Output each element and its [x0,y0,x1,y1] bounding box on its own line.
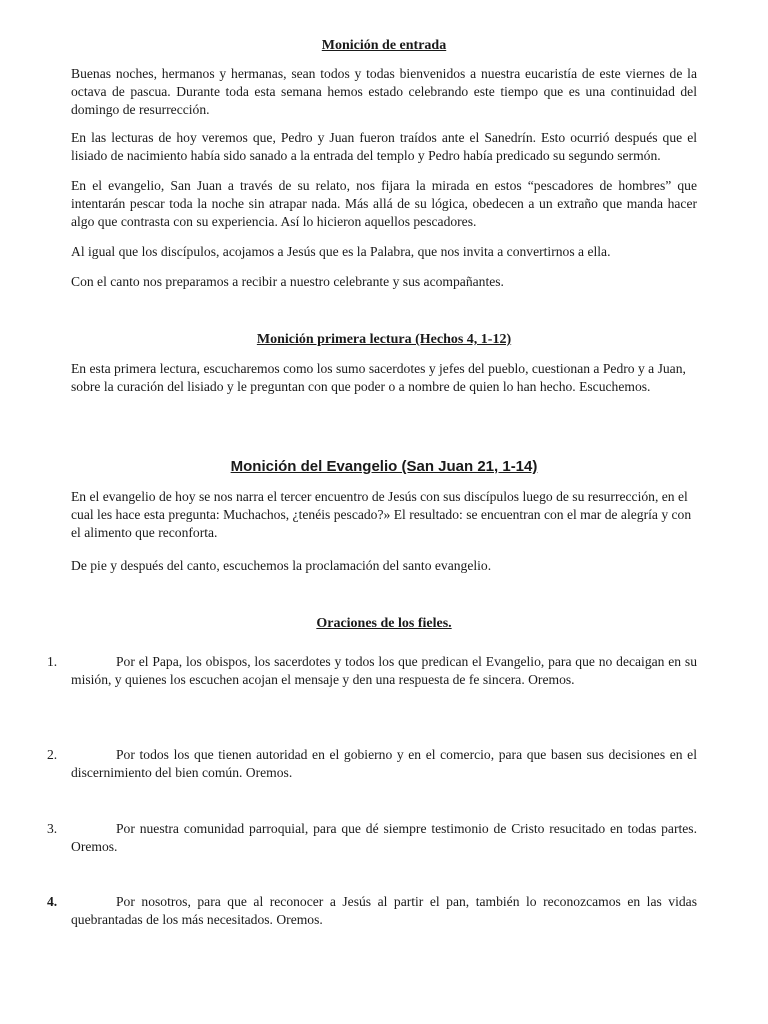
primera-lectura-title: Monición primera lectura (Hechos 4, 1-12) [256,332,512,347]
evangelio-paragraph-1: En el evangelio de hoy se nos narra el tercer encuentro de Jesús con sus discípulos luego de su resurrección, en el cual les hace esta pregunta: Muchachos, ¿tenéis pescado?» El resultado: se encuentran con el mar de alegría y con el alimento que reconforta. [71,489,692,540]
evangelio-paragraph-2: De pie y después del canto, escuchemos la proclamación del santo evangelio. [71,558,492,573]
evangelio-title: Monición del Evangelio (San Juan 21, 1-14) [230,458,538,475]
entrada-paragraph-3: En el evangelio, San Juan a través de su relato, nos fijara la mirada en estos “pescadores de hombres” que intentarán pescar toda la noche sin atrapar nada. Más allá de su lógica, obedecen a un extraño que manda hacer algo que contrasta con su experiencia. Así lo hicieron aquellos pescadores. [71,178,697,229]
oracion-4-number: 4. [47,894,58,909]
entrada-title: Monición de entrada [321,38,447,53]
oraciones-title: Oraciones de los fieles. [316,616,452,631]
oracion-1-text: Por el Papa, los obispos, los sacerdotes y todos los que predican el Evangelio, para que no decaigan en su misión, y quienes los escuchen acojan el mensaje y den una respuesta de fe sincera. Oremos. [71,654,697,687]
oracion-2-text: Por todos los que tienen autoridad en el gobierno y en el comercio, para que basen sus decisiones en el discernimiento del bien común. Oremos. [71,747,697,780]
entrada-paragraph-4: Al igual que los discípulos, acojamos a Jesús que es la Palabra, que nos invita a convertirnos a ella. [71,244,611,259]
oracion-2-number: 2. [47,747,58,762]
oracion-3-text: Por nuestra comunidad parroquial, para que dé siempre testimonio de Cristo resucitado en todas partes. Oremos. [71,821,697,854]
primera-lectura-paragraph: En esta primera lectura, escucharemos como los sumo sacerdotes y jefes del pueblo, cuestionan a Pedro y a Juan, sobre la curación del lisiado y le preguntan con que poder o a nombre de quien lo han hecho. Escuchemos. [71,361,686,394]
entrada-paragraph-1: Buenas noches, hermanos y hermanas, sean todos y todas bienvenidos a nuestra eucaristía de este viernes de la octava de pascua. Durante toda esta semana hemos estado celebrando este tiempo que es una continuidad del domingo de resurrección. [71,66,697,117]
entrada-paragraph-5: Con el canto nos preparamos a recibir a nuestro celebrante y sus acompañantes. [71,274,504,289]
oracion-3-number: 3. [47,821,58,836]
entrada-paragraph-2: En las lecturas de hoy veremos que, Pedro y Juan fueron traídos ante el Sanedrín. Esto ocurrió después que el lisiado de nacimiento había sido sanado a la entrada del templo y Pedro había predicado su segundo sermón. [71,130,697,163]
oracion-4-text: Por nosotros, para que al reconocer a Jesús al partir el pan, también lo reconozcamos en las vidas quebrantadas de los más necesitados. Oremos. [71,894,697,927]
oracion-1-number: 1. [47,654,58,669]
